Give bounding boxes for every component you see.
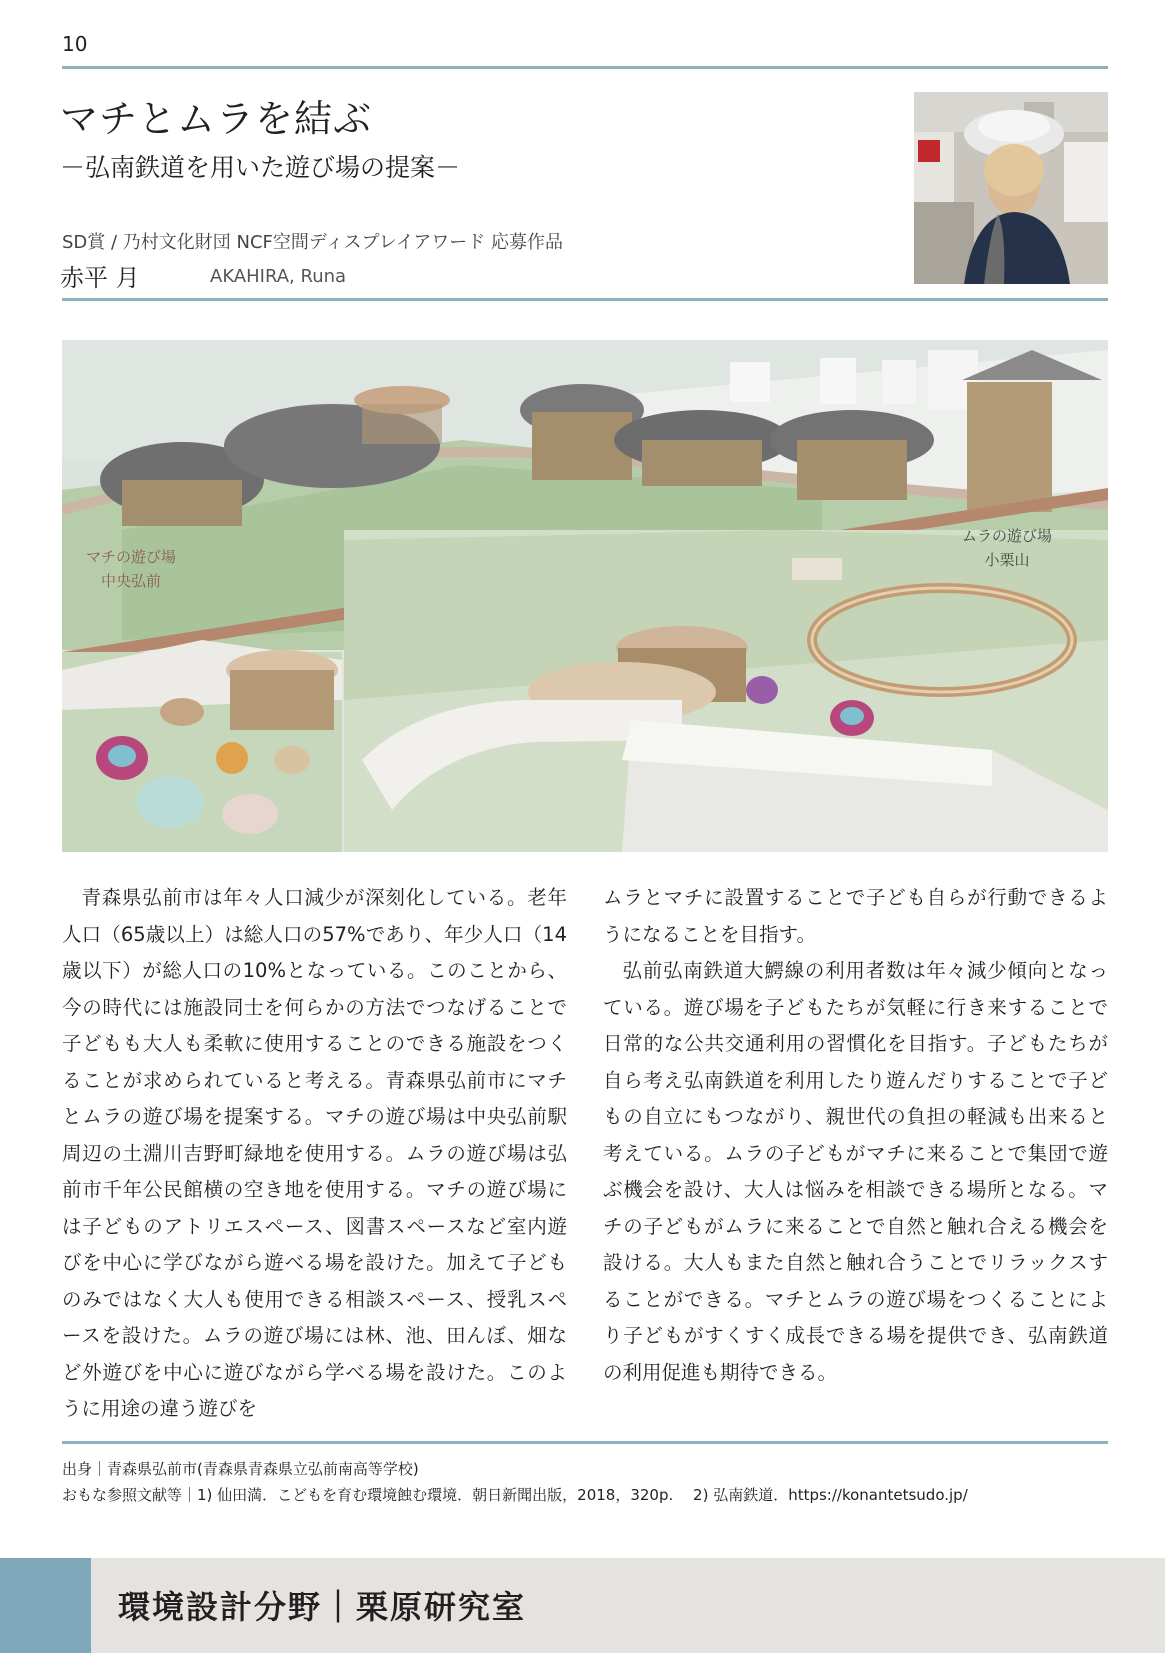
page-subtitle: －弘南鉄道を用いた遊び場の提案－: [60, 153, 461, 182]
body-paragraph-1: 青森県弘前市は年々人口減少が深刻化している。老年人口（65歳以上）は総人口の57%であり、年少人口（14歳以下）が総人口の10%となっている。このことから、今の時代には施設同士を何らかの方法でつなげることで子どもも大人も柔軟に使用することのできる施設をつくることが求められていると考える。青森県弘前市にマチとムラの遊び場を提案する。マチの遊び場は中央弘前駅周辺の土淵川吉野町緑地を使用する。ムラの遊び場は弘前市千年公民館横の空き地を使用する。マチの遊び場には子どものアトリエスペース、図書スペースなど室内遊びを中心に学びながら遊べる場を設けた。加えて子どものみではなく大人も使用できる相談スペース、授乳スペースを設けた。ムラの遊び場には林、池、田んぼ、畑など外遊びを中心に遊びながら学べる場を設けた。このように用途の違う遊びを: [62, 886, 567, 1420]
author-name-jp: 赤平 月: [60, 264, 140, 292]
author-rule: [62, 298, 1108, 301]
footer-accent: [0, 1558, 91, 1653]
award-line: SD賞 / 乃村文化財団 NCF空間ディスプレイアワード 応募作品: [62, 232, 564, 253]
body-left-column: [62, 880, 567, 1428]
figure-label-machi: マチの遊び場 中央弘前: [86, 548, 177, 590]
author-name-en: AKAHIRA, Runa: [210, 266, 347, 287]
figure-label-mura: ムラの遊び場 小栗山: [962, 527, 1053, 569]
origin-line: 出身｜青森県弘前市(青森県青森県立弘前南高等学校): [62, 1460, 419, 1478]
author-portrait: [914, 92, 1108, 284]
references-line: おもな参照文献等｜1) 仙田満．こどもを育む環境蝕む環境．朝日新聞出版，2018，320p. 2) 弘南鉄道．https://konantetsudo.jp/: [62, 1486, 968, 1504]
department-title: 環境設計分野｜栗原研究室: [118, 1588, 527, 1626]
body-paragraph-2: 弘前弘南鉄道大鰐線の利用者数は年々減少傾向となっている。遊び場を子どもたちが気軽に行き来することで日常的な公共交通利用の習慣化を目指す。子どもたちが自ら考え弘南鉄道を利用したり遊んだりすることで子どもの自立にもつながり、親世代の負担の軽減も出来ると考えている。ムラの子どもがマチに来ることで集団で遊ぶ機会を設け、大人は悩みを相談できる場所となる。マチの子どもがムラに来ることで自然と触れ合える機会を設ける。大人もまた自然と触れ合うことでリラックスすることができる。マチとムラの遊び場をつくることにより子どもがすくすく成長できる場を提供でき、弘南鉄道の利用促進も期待できる。: [603, 959, 1108, 1384]
header-rule: [62, 66, 1108, 69]
body-right-column: [603, 880, 1108, 1391]
page-number: 10: [62, 32, 88, 56]
body-paragraph-continuation: ムラとマチに設置することで子ども自らが行動できるようになることを目指す。: [603, 886, 1108, 946]
footer-rule: [62, 1441, 1108, 1444]
model-photo-figure: [62, 340, 1108, 852]
page-title: マチとムラを結ぶ: [60, 97, 373, 141]
